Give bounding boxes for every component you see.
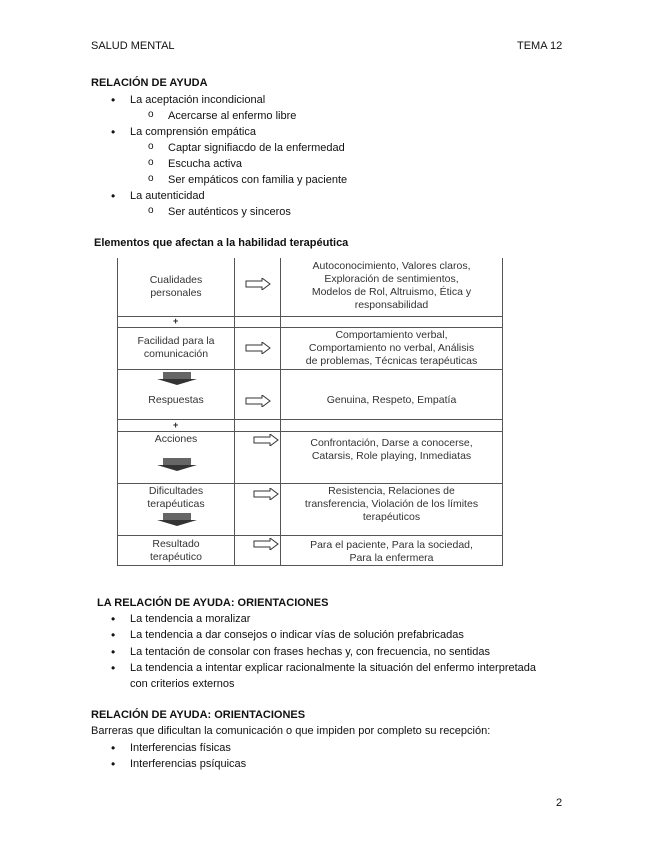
row-left-cell bbox=[119, 485, 233, 511]
list-item: • Interferencias psíquicas bbox=[130, 758, 246, 770]
list-item: • Interferencias físicas bbox=[130, 742, 231, 754]
row-left-cell bbox=[119, 394, 233, 407]
cell-text: Resistencia, Relaciones de bbox=[328, 485, 455, 497]
cell-text: transferencia, Violación de los límites bbox=[304, 498, 479, 510]
table-border bbox=[117, 483, 503, 484]
table-border bbox=[117, 431, 503, 432]
cell-text: Catarsis, Role playing, Inmediatas bbox=[311, 450, 472, 462]
down-arrow-icon bbox=[157, 513, 197, 526]
cell-text: Acciones bbox=[154, 433, 198, 445]
table-border bbox=[280, 258, 281, 566]
cell-text: Respuestas bbox=[148, 394, 204, 406]
sub-list-item: o Escucha activa bbox=[168, 158, 242, 170]
row-left-cell bbox=[119, 538, 233, 564]
list-item: • La autenticidad bbox=[130, 190, 205, 202]
page-number: 2 bbox=[556, 797, 563, 809]
cell-text: Autoconocimiento, Valores claros, bbox=[312, 260, 471, 272]
list-item: • La aceptación incondicional bbox=[130, 94, 265, 106]
section-intro: Barreras que dificultan la comunicación o que impiden por completo su recepción: bbox=[91, 725, 491, 737]
section-title: RELACIÓN DE AYUDA bbox=[91, 77, 208, 89]
table-border bbox=[234, 258, 235, 566]
cell-text: Genuina, Respeto, Empatía bbox=[326, 394, 457, 406]
cell-text: Para el paciente, Para la sociedad, bbox=[310, 539, 473, 551]
table-border bbox=[117, 535, 503, 536]
header-right: TEMA 12 bbox=[517, 40, 563, 52]
down-arrow-icon bbox=[157, 372, 197, 385]
cell-text: Resultado bbox=[152, 538, 200, 550]
cell-text: terapéuticas bbox=[147, 498, 205, 510]
right-arrow-icon bbox=[253, 488, 279, 500]
list-item: • La tendencia a dar consejos o indicar vías de solución prefabricadas bbox=[130, 629, 464, 641]
table-border bbox=[117, 369, 503, 370]
list-item: • La comprensión empática bbox=[130, 126, 256, 138]
right-arrow-icon bbox=[245, 342, 271, 354]
figure-caption: Elementos que afectan a la habilidad terapéutica bbox=[94, 237, 349, 249]
row-right-cell bbox=[282, 437, 501, 463]
section-title: RELACIÓN DE AYUDA: ORIENTACIONES bbox=[91, 709, 306, 721]
cell-text: Exploración de sentimientos, bbox=[324, 273, 459, 285]
cell-text: de problemas, Técnicas terapéuticas bbox=[305, 355, 478, 367]
sub-list-item: o Ser auténticos y sinceros bbox=[168, 206, 291, 218]
cell-text: Comportamiento verbal, bbox=[335, 329, 448, 341]
table-border bbox=[117, 327, 503, 328]
table-border bbox=[117, 565, 503, 566]
cell-text: Para la enfermera bbox=[349, 552, 434, 564]
cell-text: Facilidad para la bbox=[137, 335, 215, 347]
list-item: • La tendencia a moralizar bbox=[130, 613, 250, 625]
table-border bbox=[502, 258, 503, 566]
right-arrow-icon bbox=[253, 434, 279, 446]
list-item: • La tendencia a intentar explicar racionalmente la situación del enfermo interpretada bbox=[130, 662, 536, 674]
right-arrow-icon bbox=[253, 538, 279, 550]
sub-list-item: o Acercarse al enfermo libre bbox=[168, 110, 296, 122]
plus-sign: + bbox=[173, 316, 179, 326]
cell-text: terapéutico bbox=[150, 551, 202, 563]
sub-list-item: o Ser empáticos con familia y paciente bbox=[168, 174, 347, 186]
row-right-cell bbox=[282, 394, 501, 407]
cell-text: Comportamiento no verbal, Análisis bbox=[308, 342, 475, 354]
cell-text: comunicación bbox=[143, 348, 209, 360]
table-border bbox=[117, 258, 118, 566]
plus-sign: + bbox=[173, 420, 179, 430]
cell-text: Modelos de Rol, Altruismo, Ética y bbox=[311, 286, 472, 298]
right-arrow-icon bbox=[245, 278, 271, 290]
sub-list-item: o Captar signifiacdo de la enfermedad bbox=[168, 142, 345, 154]
section-title: LA RELACIÓN DE AYUDA: ORIENTACIONES bbox=[97, 597, 329, 609]
row-right-cell bbox=[282, 485, 501, 524]
list-item-continuation: con criterios externos bbox=[130, 678, 235, 690]
cell-text: terapéuticos bbox=[362, 511, 421, 523]
row-right-cell bbox=[282, 539, 501, 565]
down-arrow-icon bbox=[157, 458, 197, 471]
row-right-cell bbox=[282, 260, 501, 312]
row-right-cell bbox=[282, 329, 501, 368]
cell-text: Dificultades bbox=[148, 485, 204, 497]
cell-text: personales bbox=[150, 287, 202, 299]
list-item: • La tentación de consolar con frases hechas y, con frecuencia, no sentidas bbox=[130, 646, 490, 658]
right-arrow-icon bbox=[245, 395, 271, 407]
cell-text: responsabilidad bbox=[354, 299, 429, 311]
cell-text: Cualidades bbox=[149, 274, 203, 286]
row-left-cell bbox=[119, 335, 233, 361]
skills-table bbox=[117, 258, 503, 566]
cell-text: Confrontación, Darse a conocerse, bbox=[310, 437, 473, 449]
row-left-cell bbox=[119, 274, 233, 300]
row-left-cell bbox=[119, 433, 233, 446]
header-left: SALUD MENTAL bbox=[91, 40, 175, 52]
